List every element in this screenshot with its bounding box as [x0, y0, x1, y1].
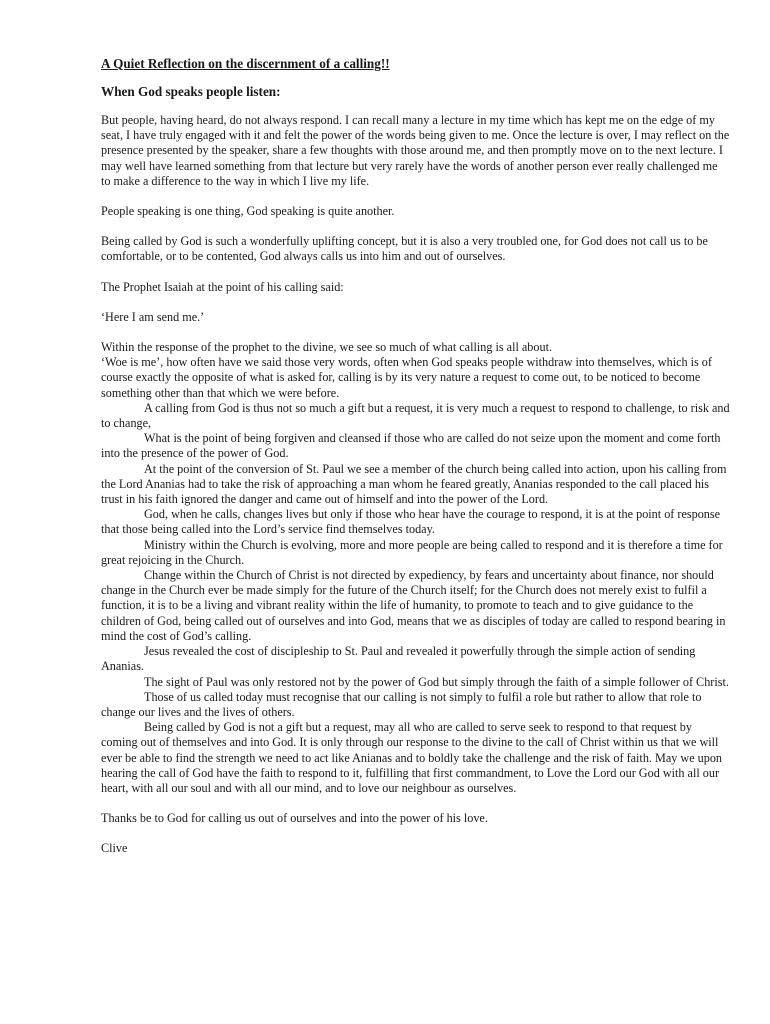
paragraph-4: The Prophet Isaiah at the point of his calling said:: [101, 279, 344, 294]
paragraph-3: Being called by God is such a wonderfully uplifting concept, but it is also a very troubled one, for God does not call us to be comfortable, or to be contented, God always calls us into him and out of ourselves.: [101, 234, 708, 264]
paragraph-13: Change within the Church of Christ is not directed by expediency, by fears and uncertainty about finance, nor should change in the Church ever be made simply for the future of the Church itself; for the Church does not merely exist to fulfil a function, it is to be a living and vibrant reality within the life of humanity, to promote to teach and to give guidance to the children of God, being called out of ourselves and into God, means that we as disciples of today are called to respond bearing in mind the cost of God’s calling.: [101, 568, 726, 643]
paragraph-16: Those of us called today must recognise that our calling is not simply to fulfil a role but rather to allow that role to change our lives and the lives of others.: [101, 689, 702, 719]
paragraph-5: ‘Here I am send me.’: [101, 309, 205, 324]
paragraph-2: People speaking is one thing, God speaking is quite another.: [101, 204, 395, 219]
paragraph-6: Within the response of the prophet to the divine, we see so much of what calling is all about.: [101, 340, 553, 355]
paragraph-15: The sight of Paul was only restored not by the power of God but simply through the faith of a simple follower of Christ.: [144, 674, 729, 689]
paragraph-11: God, when he calls, changes lives but only if those who hear have the courage to respond, it is at the point of response that those being called into the Lord’s service find themselves today.: [101, 507, 721, 537]
paragraph-17: Being called by God is not a gift but a request, may all who are called to serve seek to respond to that request by coming out of themselves and into God. It is only through our response to the divine to the call of Christ within us that we will ever be able to find the strength we need to act like Anianas and to boldly take the challenge and the risk of faith. May we upon hearing the call of God have the faith to respond to it, fulfilling that first commandment, to Love the Lord our God with all our heart, with all our soul and with all our mind, and to love our neighbour as ourselves.: [101, 720, 723, 795]
document-title: A Quiet Reflection on the discernment of a calling!!: [101, 56, 390, 71]
paragraph-9: What is the point of being forgiven and cleansed if those who are called do not seize upon the moment and come forth into the presence of the power of God.: [101, 431, 721, 461]
paragraph-12: Ministry within the Church is evolving, more and more people are being called to respond and it is therefore a time for great rejoicing in the Church.: [101, 537, 723, 567]
paragraph-1: But people, having heard, do not always respond. I can recall many a lecture in my time which has kept me on the edge of my seat, I have truly engaged with it and felt the power of the words being given to me. Once the lecture is over, I may reflect on the presence presented by the speaker, share a few thoughts with those around me, and then promptly move on to the next lecture. I may well have learned something from that lecture but very rarely have the words of another person ever really challenged me to make a difference to the way in which I live my life.: [101, 113, 730, 188]
section-heading: When God speaks people listen:: [101, 84, 281, 99]
paragraph-7: ‘Woe is me’, how often have we said those very words, often when God speaks people withdraw into themselves, which is of course exactly the opposite of what is asked for, calling is by its very nature a request to come out, to be noticed to become something other than that which we were before.: [101, 355, 712, 400]
paragraph-10: At the point of the conversion of St. Paul we see a member of the church being called into action, upon his calling from the Lord Ananias had to take the risk of approaching a man whom he feared greatly, Ananias responded to the call placed his trust in his faith ignored the danger and came out of himself and into the power of the Lord.: [101, 461, 727, 507]
paragraph-18: Thanks be to God for calling us out of ourselves and into the power of his love.: [101, 811, 488, 826]
paragraph-14: Jesus revealed the cost of discipleship to St. Paul and revealed it powerfully through the simple action of sending Ananias.: [101, 644, 696, 674]
signature: Clive: [101, 841, 128, 856]
paragraph-8: A calling from God is thus not so much a gift but a request, it is very much a request to respond to challenge, to risk and to change,: [101, 400, 730, 431]
